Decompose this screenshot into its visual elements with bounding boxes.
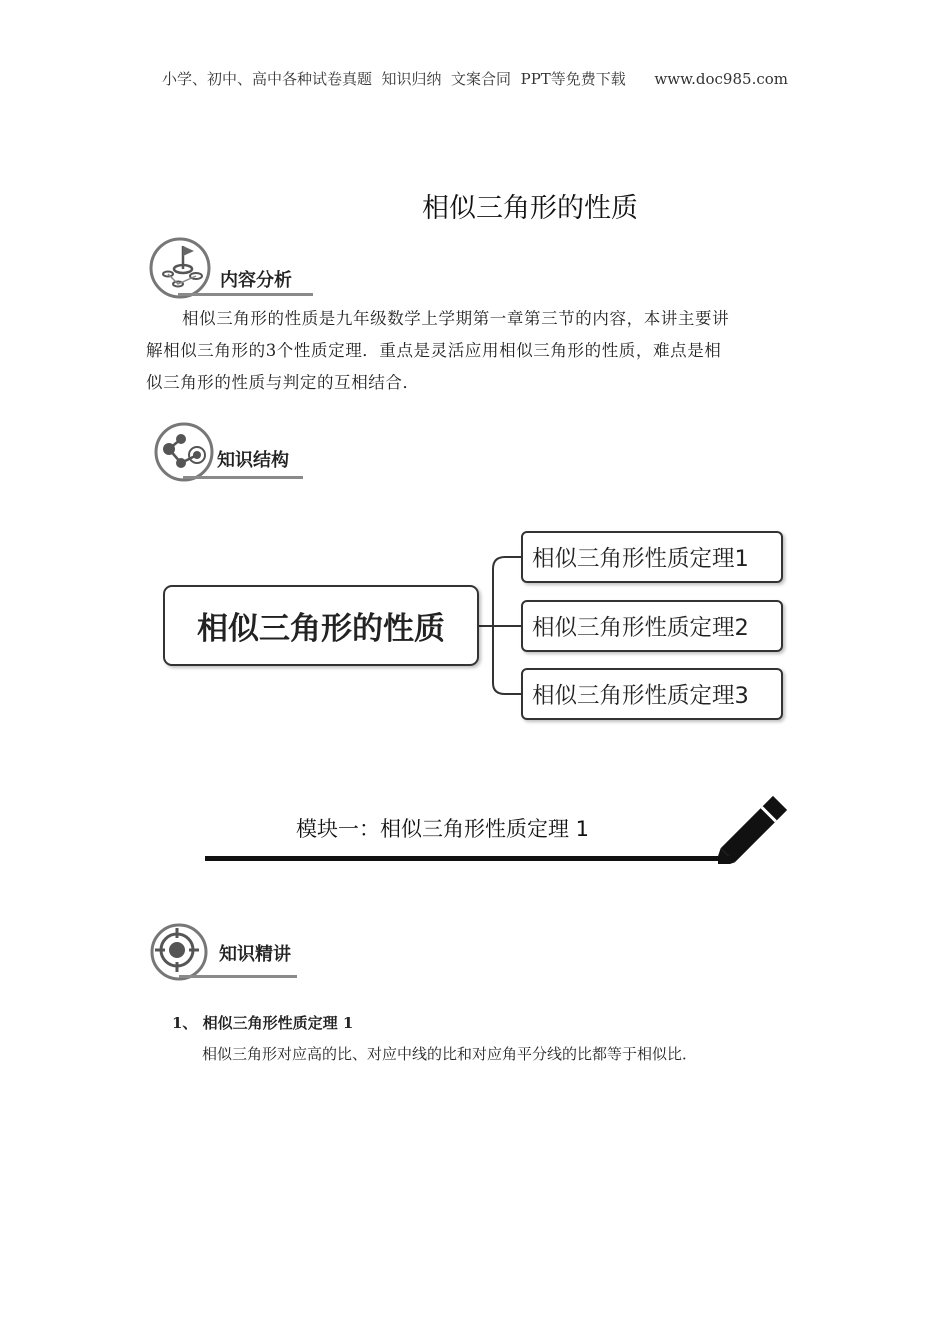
paragraph-line: 解相似三角形的3个性质定理．重点是灵活应用相似三角形的性质，难点是相 (146, 341, 722, 360)
theorem-item-body: 相似三角形对应高的比、对应中线的比和对应角平分线的比都等于相似比． (202, 1045, 698, 1063)
paragraph-line: 相似三角形的性质是九年级数学上学期第一章第三节的内容，本讲主要讲 (182, 309, 730, 328)
section-underline (179, 975, 297, 978)
theorem-item-title: 1、 相似三角形性质定理 1 (172, 1014, 354, 1032)
mindmap-root-node: 相似三角形的性质 (163, 585, 479, 666)
document-title: 相似三角形的性质 (422, 193, 638, 224)
mindmap-child-node-2: 相似三角形性质定理2 (521, 600, 783, 652)
section-header-knowledge-explain (149, 922, 309, 992)
section-label: 知识结构 (217, 450, 289, 471)
section-label: 内容分析 (220, 270, 292, 291)
paragraph-line: 似三角形的性质与判定的互相结合． (146, 373, 420, 392)
page-header-banner: 小学、初中、高中各种试卷真题 知识归纳 文案合同 PPT等免费下载 www.doc985.com (161, 70, 788, 88)
section-label: 知识精讲 (219, 944, 291, 965)
mindmap-child-node-1: 相似三角形性质定理1 (521, 531, 783, 583)
module-title: 模块一：相似三角形性质定理 1 (296, 817, 590, 841)
pencil-icon (718, 790, 794, 868)
module-underline (205, 856, 735, 861)
mindmap-child-node-3: 相似三角形性质定理3 (521, 668, 783, 720)
